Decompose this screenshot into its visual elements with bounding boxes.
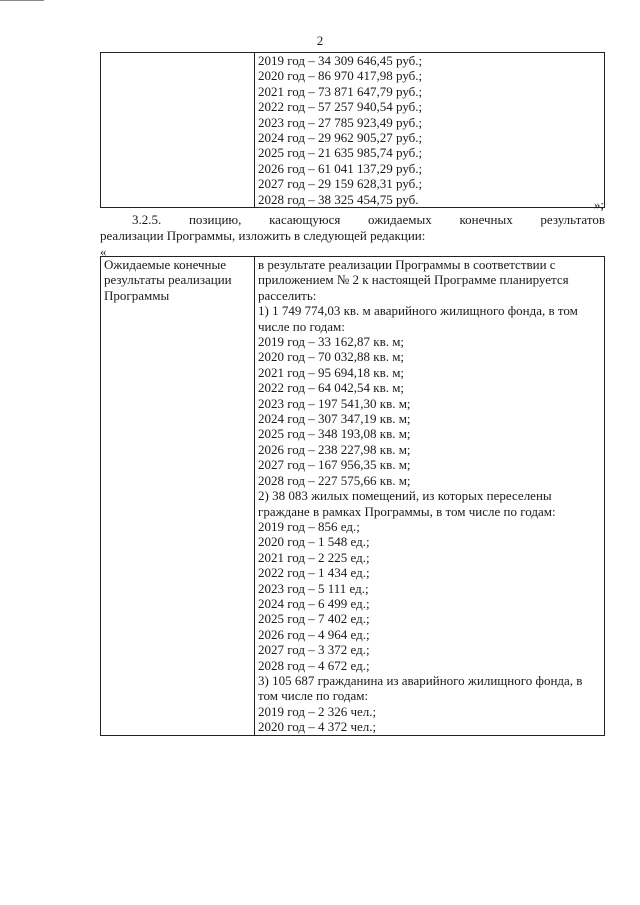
list-item: 2024 год – 307 347,19 кв. м;: [258, 411, 411, 427]
table-row: [101, 53, 605, 208]
list-item: 2025 год – 21 635 985,74 руб.;: [258, 145, 423, 161]
list-item: 2026 год – 4 964 ед.;: [258, 626, 370, 642]
list-item: 2024 год – 29 962 905,27 руб.;: [258, 130, 423, 146]
list-item: 2020 год – 70 032,88 кв. м;: [258, 349, 405, 365]
list-item: 2019 год – 33 162,87 кв. м;: [258, 334, 405, 350]
page-number: 2: [316, 33, 324, 48]
list-item: 2019 год – 34 309 646,45 руб.;: [258, 53, 423, 68]
list-item: 2028 год – 227 575,66 кв. м;: [258, 472, 411, 488]
top-rule: [0, 0, 44, 1]
list-item: 2021 год – 95 694,18 кв. м;: [258, 364, 405, 380]
results-content: [255, 257, 605, 736]
list-item: 2026 год – 61 041 137,29 руб.;: [258, 160, 423, 176]
list-item: 2021 год – 2 225 ед.;: [258, 549, 370, 565]
paragraph-line-2: реализации Программы, изложить в следующей редакции:: [100, 228, 426, 243]
list-item: 2027 год – 167 956,35 кв. м;: [258, 457, 411, 473]
row-heading: Ожидаемые конечные результаты реализации Программы: [101, 257, 255, 736]
list-item: 2021 год – 73 871 647,79 руб.;: [258, 83, 423, 99]
table-row: [101, 257, 605, 736]
item2-header: 2) 38 083 жилых помещений, из которых переселены граждане в рамках Программы, в том числе по годам:: [258, 488, 556, 519]
funding-table: [100, 52, 605, 208]
list-item: 2025 год – 348 193,08 кв. м;: [258, 426, 411, 442]
list-item: 2019 год – 856 ед.;: [258, 518, 360, 534]
paragraph-line-1: 3.2.5. позицию, касающуюся ожидаемых конечных результатов: [132, 212, 605, 227]
list-item: 2022 год – 64 042,54 кв. м;: [258, 380, 405, 396]
list-item: 2020 год – 1 548 ед.;: [258, 534, 370, 550]
list-item: 2027 год – 3 372 ед.;: [258, 642, 370, 658]
list-item: 2028 год – 4 672 ед.;: [258, 657, 370, 673]
results-table: [100, 256, 605, 736]
item1-list: [258, 334, 601, 488]
item3-header: 3) 105 687 гражданина из аварийного жилищного фонда, в том числе по годам:: [258, 672, 583, 704]
item2-list: [258, 519, 601, 673]
results-intro: в результате реализации Программы в соответствии с приложением № 2 к настоящей Программе планируется расселить:: [258, 257, 569, 303]
list-item: 2028 год – 38 325 454,75 руб.: [258, 191, 419, 207]
list-item: 2023 год – 5 111 ед.;: [258, 580, 369, 596]
list-item: 2023 год – 27 785 923,49 руб.;: [258, 114, 423, 130]
closing-quote: »;: [593, 197, 604, 212]
list-item: 2023 год – 197 541,30 кв. м;: [258, 395, 411, 411]
amendment-paragraph: [100, 212, 605, 244]
list-item: 2022 год – 57 257 940,54 руб.;: [258, 99, 423, 115]
list-item: 2024 год – 6 499 ед.;: [258, 595, 370, 611]
table-cell-empty: [101, 53, 255, 208]
item1-header: 1) 1 749 774,03 кв. м аварийного жилищного фонда, в том числе по годам:: [258, 303, 578, 334]
opening-quote: «: [100, 244, 107, 259]
list-item: 2019 год – 2 326 чел.;: [258, 703, 377, 719]
list-item: 2025 год – 7 402 ед.;: [258, 611, 370, 627]
list-item: 2020 год – 4 372 чел.;: [258, 719, 377, 735]
list-item: 2026 год – 238 227,98 кв. м;: [258, 441, 411, 457]
list-item: 2027 год – 29 159 628,31 руб.;: [258, 176, 423, 192]
list-item: 2020 год – 86 970 417,98 руб.;: [258, 68, 423, 84]
list-item: 2022 год – 1 434 ед.;: [258, 565, 370, 581]
table-cell-funding: [255, 53, 605, 208]
item3-list: [258, 704, 601, 735]
